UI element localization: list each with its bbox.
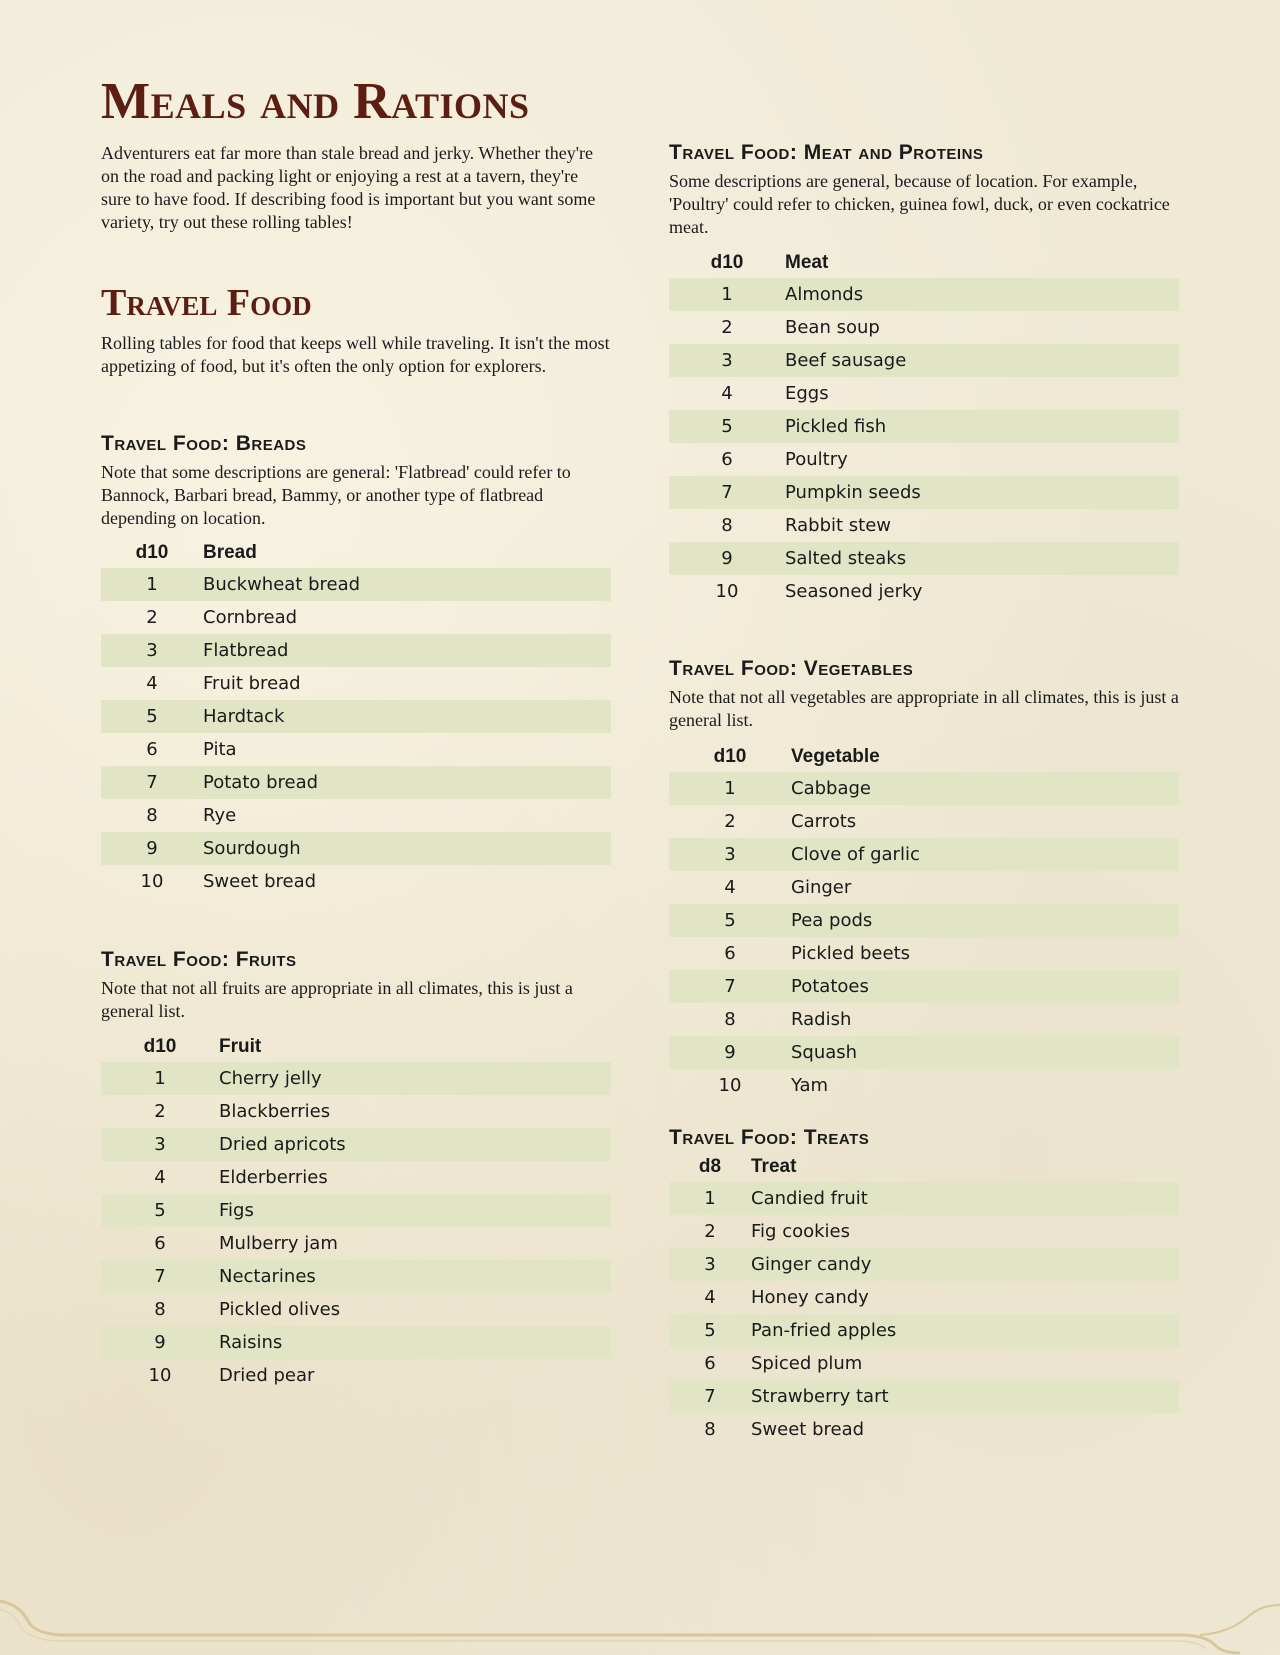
food-item: Pickled beets: [791, 943, 911, 964]
vegetables-paragraph: Note that not all vegetables are appropriate in all climates, this is just a general list.: [669, 687, 1179, 730]
intro-paragraph: Adventurers eat far more than stale bread and jerky. Whether they're on the road and packing light or enjoying a rest at a tavern, they're sure to have food. If describing food is important but you want some variety, try out these rolling tables!: [101, 143, 596, 232]
roll-number: 1: [669, 772, 791, 805]
food-item: Rabbit stew: [785, 515, 892, 536]
food-item: Dried apricots: [219, 1128, 611, 1161]
column-header: Vegetable: [791, 746, 880, 767]
table-row: [101, 733, 611, 766]
table-row: [101, 865, 611, 898]
table-row: [669, 1413, 1179, 1446]
food-item: Sourdough: [203, 832, 611, 865]
table-row: [669, 1003, 1179, 1036]
table-row: [669, 1182, 1179, 1215]
table-row: [101, 1359, 611, 1392]
fruits-heading: Travel Food: Fruits: [101, 948, 297, 971]
roll-number: 7: [101, 1260, 219, 1293]
breads-paragraph: Note that some descriptions are general: 'Flatbread' could refer to Bannock, Barbari bread, Bammy, or another type of flatbread depending on location.: [101, 462, 571, 528]
roll-number: 5: [101, 1194, 219, 1227]
table-row: [669, 1069, 1179, 1102]
food-item: Nectarines: [219, 1260, 611, 1293]
food-item: Mulberry jam: [219, 1233, 338, 1254]
food-item: Sweet bread: [203, 871, 317, 892]
food-item: Spiced plum: [751, 1353, 863, 1374]
roll-number: 8: [721, 515, 733, 536]
table-row: [669, 904, 1179, 937]
food-item: Yam: [791, 1075, 829, 1096]
die-header: d10: [713, 746, 747, 767]
column-header: Treat: [751, 1156, 797, 1177]
table-row: [101, 1326, 611, 1359]
table-row: [101, 1161, 611, 1194]
table-row: [669, 1248, 1179, 1281]
food-item: Pumpkin seeds: [785, 476, 1179, 509]
table-row: [669, 509, 1179, 542]
table-row: [669, 575, 1179, 608]
table-row: [669, 278, 1179, 311]
food-item: Bean soup: [785, 317, 880, 338]
food-item: Salted steaks: [785, 542, 1179, 575]
table-row: [101, 1062, 611, 1095]
travel-food-heading: Travel Food: [101, 282, 312, 324]
roll-number: 2: [146, 607, 158, 628]
roll-number: 8: [724, 1009, 736, 1030]
table-row: [669, 871, 1179, 904]
food-item: Pea pods: [791, 904, 1179, 937]
food-item: Seasoned jerky: [785, 581, 923, 602]
roll-number: 9: [669, 542, 785, 575]
food-item: Dried pear: [219, 1365, 315, 1386]
table-row: [669, 476, 1179, 509]
food-item: Squash: [791, 1036, 1179, 1069]
roll-number: 9: [101, 832, 203, 865]
food-item: Clove of garlic: [791, 838, 1179, 871]
food-item: Flatbread: [203, 634, 611, 667]
table-row: [669, 1347, 1179, 1380]
table-row: [669, 542, 1179, 575]
roll-number: 9: [101, 1326, 219, 1359]
food-item: Rye: [203, 805, 237, 826]
food-item: Potato bread: [203, 766, 611, 799]
table-row: [669, 772, 1179, 805]
food-item: Radish: [791, 1009, 852, 1030]
meat-heading: Travel Food: Meat and Proteins: [669, 141, 984, 164]
roll-number: 2: [724, 811, 736, 832]
die-header: d8: [698, 1156, 722, 1177]
breads-table: [101, 538, 611, 898]
food-item: Figs: [219, 1194, 611, 1227]
roll-number: 1: [101, 1062, 219, 1095]
meat-paragraph: Some descriptions are general, because of location. For example, 'Poultry' could refer to chicken, guinea fowl, duck, or even cockatrice meat.: [669, 171, 1170, 237]
roll-number: 6: [721, 449, 733, 470]
roll-number: 2: [704, 1221, 716, 1242]
roll-number: 7: [101, 766, 203, 799]
roll-number: 8: [146, 805, 158, 826]
table-row: [669, 377, 1179, 410]
roll-number: 5: [669, 1314, 751, 1347]
table-row: [101, 667, 611, 700]
food-item: Candied fruit: [751, 1182, 1179, 1215]
travel-food-paragraph: Rolling tables for food that keeps well while traveling. It isn't the most appetizing of food, but it's often the only option for explorers.: [101, 333, 610, 376]
food-item: Strawberry tart: [751, 1380, 1179, 1413]
roll-number: 1: [669, 1182, 751, 1215]
roll-number: 8: [154, 1299, 166, 1320]
table-row: [669, 410, 1179, 443]
roll-number: 8: [704, 1419, 716, 1440]
food-item: Cabbage: [791, 772, 1179, 805]
roll-number: 4: [704, 1287, 716, 1308]
die-header: d10: [710, 252, 744, 273]
treats-table: [669, 1152, 1179, 1446]
table-row: [101, 832, 611, 865]
roll-number: 2: [154, 1101, 166, 1122]
table-row: [101, 700, 611, 733]
food-item: Pita: [203, 739, 237, 760]
roll-number: 10: [715, 581, 739, 602]
roll-number: 2: [721, 317, 733, 338]
table-row: [101, 1227, 611, 1260]
table-row: [101, 1128, 611, 1161]
column-header: Meat: [785, 252, 829, 273]
roll-number: 4: [724, 877, 736, 898]
food-item: Beef sausage: [785, 344, 1179, 377]
food-item: Sweet bread: [751, 1419, 865, 1440]
food-item: Elderberries: [219, 1167, 328, 1188]
food-item: Fruit bread: [203, 673, 301, 694]
food-item: Pickled olives: [219, 1299, 341, 1320]
table-row: [101, 766, 611, 799]
table-row: [669, 443, 1179, 476]
food-item: Eggs: [785, 383, 829, 404]
table-row: [669, 311, 1179, 344]
table-row: [101, 1293, 611, 1326]
food-item: Hardtack: [203, 700, 611, 733]
roll-number: 3: [669, 344, 785, 377]
table-row: [101, 634, 611, 667]
die-header: d10: [143, 1036, 177, 1057]
breads-heading: Travel Food: Breads: [101, 432, 307, 455]
table-row: [669, 1215, 1179, 1248]
roll-number: 6: [704, 1353, 716, 1374]
table-row: [101, 799, 611, 832]
table-row: [669, 344, 1179, 377]
table-row: [101, 568, 611, 601]
table-row: [669, 805, 1179, 838]
roll-number: 6: [146, 739, 158, 760]
food-item: Ginger: [791, 877, 852, 898]
roll-number: 7: [669, 476, 785, 509]
column-header: Bread: [203, 542, 257, 563]
food-item: Blackberries: [219, 1101, 331, 1122]
table-row: [669, 970, 1179, 1003]
vegetables-table: [669, 742, 1179, 1102]
roll-number: 3: [101, 634, 203, 667]
footer-ornament: [0, 1575, 1280, 1655]
food-item: Pan-fried apples: [751, 1314, 1179, 1347]
roll-number: 10: [148, 1365, 172, 1386]
table-row: [669, 1380, 1179, 1413]
vegetables-heading: Travel Food: Vegetables: [669, 657, 914, 680]
column-header: Fruit: [219, 1036, 262, 1057]
roll-number: 3: [669, 1248, 751, 1281]
table-row: [669, 1036, 1179, 1069]
food-item: Cherry jelly: [219, 1062, 611, 1095]
roll-number: 6: [154, 1233, 166, 1254]
roll-number: 7: [669, 1380, 751, 1413]
roll-number: 3: [101, 1128, 219, 1161]
food-item: Ginger candy: [751, 1248, 1179, 1281]
table-row: [101, 1194, 611, 1227]
roll-number: 1: [669, 278, 785, 311]
roll-number: 6: [724, 943, 736, 964]
page-title: Meals and Rations: [101, 73, 530, 130]
food-item: Raisins: [219, 1326, 611, 1359]
table-row: [669, 1281, 1179, 1314]
food-item: Honey candy: [751, 1287, 869, 1308]
table-row: [669, 838, 1179, 871]
food-item: Carrots: [791, 811, 857, 832]
roll-number: 4: [721, 383, 733, 404]
roll-number: 10: [140, 871, 164, 892]
roll-number: 10: [718, 1075, 742, 1096]
table-row: [669, 1314, 1179, 1347]
food-item: Fig cookies: [751, 1221, 850, 1242]
roll-number: 5: [669, 410, 785, 443]
roll-number: 1: [101, 568, 203, 601]
roll-number: 5: [669, 904, 791, 937]
fruits-table: [101, 1032, 611, 1392]
die-header: d10: [135, 542, 169, 563]
fruits-paragraph: Note that not all fruits are appropriate in all climates, this is just a general list.: [101, 978, 573, 1021]
treats-heading: Travel Food: Treats: [669, 1126, 870, 1149]
table-row: [669, 937, 1179, 970]
meat-table: [669, 248, 1179, 608]
roll-number: 5: [101, 700, 203, 733]
roll-number: 9: [669, 1036, 791, 1069]
food-item: Cornbread: [203, 607, 298, 628]
table-row: [101, 601, 611, 634]
roll-number: 7: [669, 970, 791, 1003]
food-item: Poultry: [785, 449, 848, 470]
roll-number: 4: [146, 673, 158, 694]
food-item: Pickled fish: [785, 410, 1179, 443]
table-row: [101, 1095, 611, 1128]
table-row: [101, 1260, 611, 1293]
food-item: Potatoes: [791, 970, 1179, 1003]
roll-number: 3: [669, 838, 791, 871]
roll-number: 4: [154, 1167, 166, 1188]
food-item: Almonds: [785, 278, 1179, 311]
food-item: Buckwheat bread: [203, 568, 611, 601]
